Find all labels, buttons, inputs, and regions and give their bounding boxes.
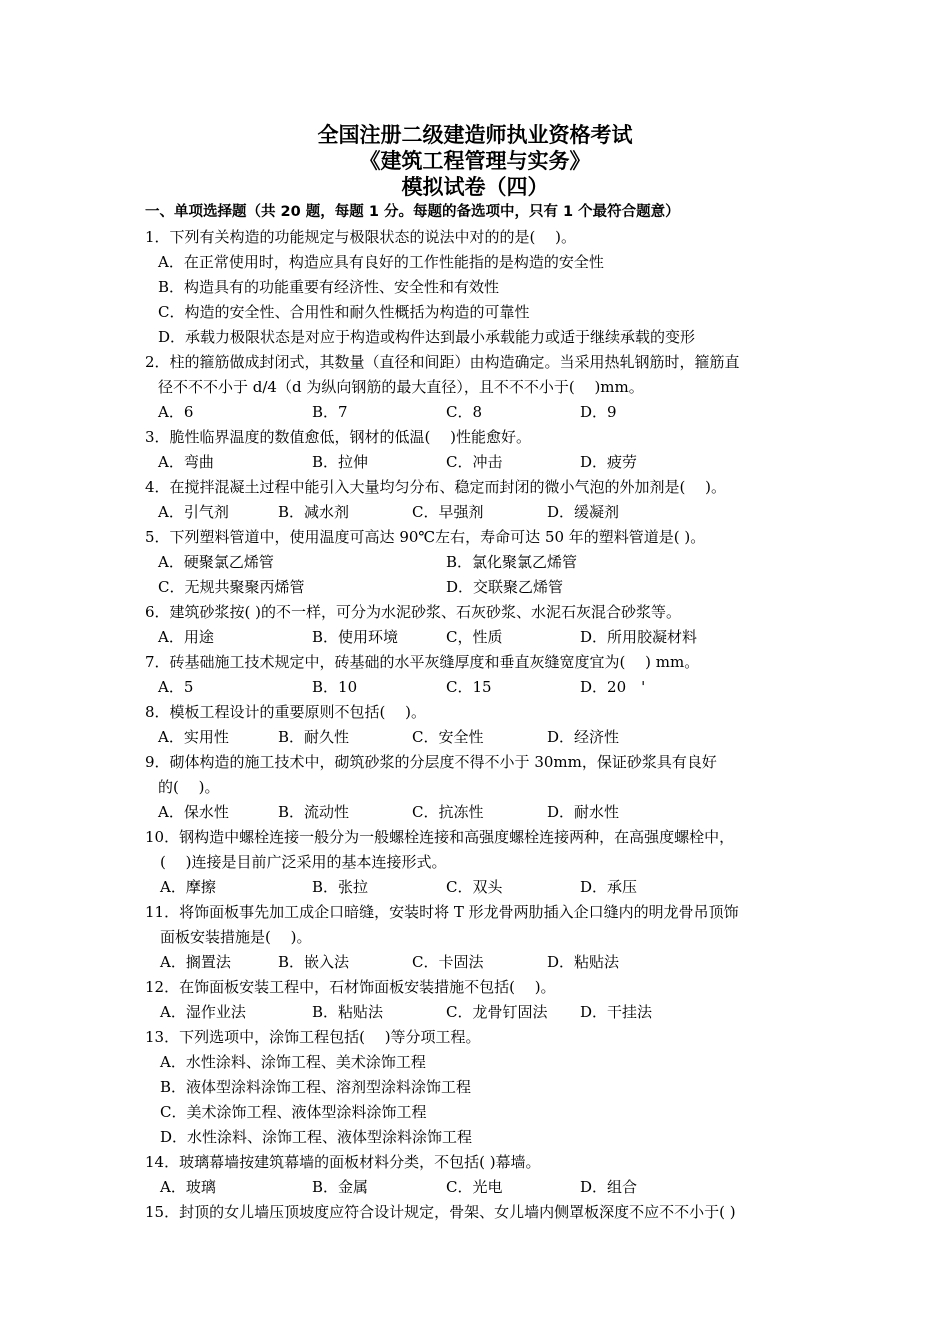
question-10-stem-cont: ( )连接是目前广泛采用的基本连接形式。 <box>160 853 447 871</box>
question-11-option-b: B．嵌入法 <box>278 953 350 971</box>
question-13-option-c: C．美术涂饰工程、液体型涂料涂饰工程 <box>160 1103 427 1121</box>
question-10-stem: 10．钢构造中螺栓连接一般分为一般螺栓连接和高强度螺栓连接两种，在高强度螺栓中， <box>145 828 735 846</box>
question-4-stem: 4．在搅拌混凝土过程中能引入大量均匀分布、稳定而封闭的微小气泡的外加剂是( )。 <box>145 478 727 496</box>
question-12-option-a: A．湿作业法 <box>160 1003 246 1021</box>
question-12-option-b: B．粘贴法 <box>312 1003 384 1021</box>
question-15-stem: 15．封顶的女儿墙压顶坡度应符合设计规定，骨架、女儿墙内侧罩板深度不应不不小于( ) <box>145 1203 736 1221</box>
question-9-option-d: D．耐水性 <box>547 803 620 821</box>
question-8-option-a: A．实用性 <box>158 728 229 746</box>
question-4-option-d: D．缓凝剂 <box>547 503 620 521</box>
question-12-option-c: C．龙骨钉固法 <box>446 1003 548 1021</box>
subject-title: 《建筑工程管理与实务》 <box>359 149 591 173</box>
question-7-option-d: D．20 ' <box>580 678 646 696</box>
question-8-option-d: D．经济性 <box>547 728 620 746</box>
question-5-option-b: B．氯化聚氯乙烯管 <box>446 553 578 571</box>
exam-title: 全国注册二级建造师执业资格考试 <box>317 123 633 147</box>
question-13-option-d: D．水性涂料、涂饰工程、液体型涂料涂饰工程 <box>160 1128 473 1146</box>
question-2-option-b: B．7 <box>312 403 348 421</box>
question-14-option-d: D．组合 <box>580 1178 638 1196</box>
question-4-option-b: B．减水剂 <box>278 503 350 521</box>
question-6-stem: 6．建筑砂浆按( )的不一样，可分为水泥砂浆、石灰砂浆、水泥石灰混合砂浆等。 <box>145 603 682 621</box>
question-3-option-d: D．疲劳 <box>580 453 638 471</box>
question-10-option-d: D．承压 <box>580 878 638 896</box>
question-2-option-d: D．9 <box>580 403 617 421</box>
question-9-stem-cont: 的( )。 <box>158 778 220 796</box>
question-10-option-b: B．张拉 <box>312 878 369 896</box>
question-9-option-b: B．流动性 <box>278 803 350 821</box>
question-2-option-a: A．6 <box>158 403 194 421</box>
question-11-option-a: A．搁置法 <box>160 953 231 971</box>
question-5-option-c: C．无规共聚聚丙烯管 <box>158 578 305 596</box>
question-11-stem-cont: 面板安装措施是( )。 <box>160 928 312 946</box>
question-8-option-b: B．耐久性 <box>278 728 350 746</box>
question-9-stem: 9．砌体构造的施工技术中，砌筑砂浆的分层度不得不小于 30mm，保证砂浆具有良好 <box>145 753 717 771</box>
question-6-option-b: B．使用环境 <box>312 628 399 646</box>
question-14-option-c: C．光电 <box>446 1178 503 1196</box>
question-7-option-a: A．5 <box>158 678 194 696</box>
question-14-stem: 14．玻璃幕墙按建筑幕墙的面板材料分类，不包括( )幕墙。 <box>145 1153 541 1171</box>
question-14-option-a: A．玻璃 <box>160 1178 216 1196</box>
question-2-stem: 2．柱的箍筋做成封闭式，其数量（直径和间距）由构造确定。当采用热轧钢筋时，箍筋直 <box>145 353 740 371</box>
question-3-stem: 3．脆性临界温度的数值愈低，钢材的低温( )性能愈好。 <box>145 428 532 446</box>
question-5-stem: 5．下列塑料管道中，使用温度可高达 90℃左右，寿命可达 50 年的塑料管道是( )。 <box>145 528 706 546</box>
question-8-option-c: C．安全性 <box>412 728 484 746</box>
question-12-stem: 12．在饰面板安装工程中，石材饰面板安装措施不包括( )。 <box>145 978 556 996</box>
question-7-option-b: B．10 <box>312 678 358 696</box>
question-11-option-d: D．粘贴法 <box>547 953 620 971</box>
question-6-option-c: C，性质 <box>446 628 503 646</box>
question-5-option-d: D．交联聚乙烯管 <box>446 578 564 596</box>
question-7-stem: 7．砖基础施工技术规定中，砖基础的水平灰缝厚度和垂直灰缝宽度宜为( ) mm。 <box>145 653 700 671</box>
question-3-option-b: B．拉伸 <box>312 453 369 471</box>
paper-title: 模拟试卷（四） <box>401 175 549 199</box>
question-8-stem: 8．模板工程设计的重要原则不包括( )。 <box>145 703 427 721</box>
question-3-option-c: C．冲击 <box>446 453 503 471</box>
question-6-option-d: D．所用胶凝材料 <box>580 628 698 646</box>
question-13-stem: 13．下列选项中，涂饰工程包括( )等分项工程。 <box>145 1028 481 1046</box>
question-7-option-c: C．15 <box>446 678 492 696</box>
question-3-option-a: A．弯曲 <box>158 453 214 471</box>
question-10-option-c: C．双头 <box>446 878 503 896</box>
question-5-option-a: A．硬聚氯乙烯管 <box>158 553 274 571</box>
question-10-option-a: A．摩擦 <box>160 878 216 896</box>
question-1-option-b: B．构造具有的功能重要有经济性、安全性和有效性 <box>158 278 500 296</box>
question-13-option-b: B．液体型涂料涂饰工程、溶剂型涂料涂饰工程 <box>160 1078 472 1096</box>
question-9-option-c: C．抗冻性 <box>412 803 484 821</box>
question-4-option-c: C．早强剂 <box>412 503 484 521</box>
question-9-option-a: A．保水性 <box>158 803 229 821</box>
question-2-option-c: C．8 <box>446 403 483 421</box>
question-1-option-a: A．在正常使用时，构造应具有良好的工作性能指的是构造的安全性 <box>158 253 604 271</box>
question-14-option-b: B．金属 <box>312 1178 369 1196</box>
question-2-stem-cont: 径不不不小于 d/4（d 为纵向钢筋的最大直径），且不不不小于( )mm。 <box>158 378 644 396</box>
question-1-option-d: D．承载力极限状态是对应于构造或构件达到最小承载能力或适于继续承载的变形 <box>158 328 696 346</box>
question-6-option-a: A．用途 <box>158 628 214 646</box>
question-4-option-a: A．引气剂 <box>158 503 229 521</box>
question-11-stem: 11．将饰面板事先加工成企口暗缝，安装时将 T 形龙骨两肋插入企口缝内的明龙骨吊顶饰 <box>145 903 739 921</box>
section-heading: 一、单项选择题（共 20 题，每题 1 分。每题的备选项中，只有 1 个最符合题意） <box>145 204 680 220</box>
question-13-option-a: A．水性涂料、涂饰工程、美术涂饰工程 <box>160 1053 426 1071</box>
question-1-option-c: C．构造的安全性、合用性和耐久性概括为构造的可靠性 <box>158 303 530 321</box>
question-1-stem: 1．下列有关构造的功能规定与极限状态的说法中对的的是( )。 <box>145 228 577 246</box>
question-12-option-d: D．干挂法 <box>580 1003 653 1021</box>
question-11-option-c: C．卡固法 <box>412 953 484 971</box>
